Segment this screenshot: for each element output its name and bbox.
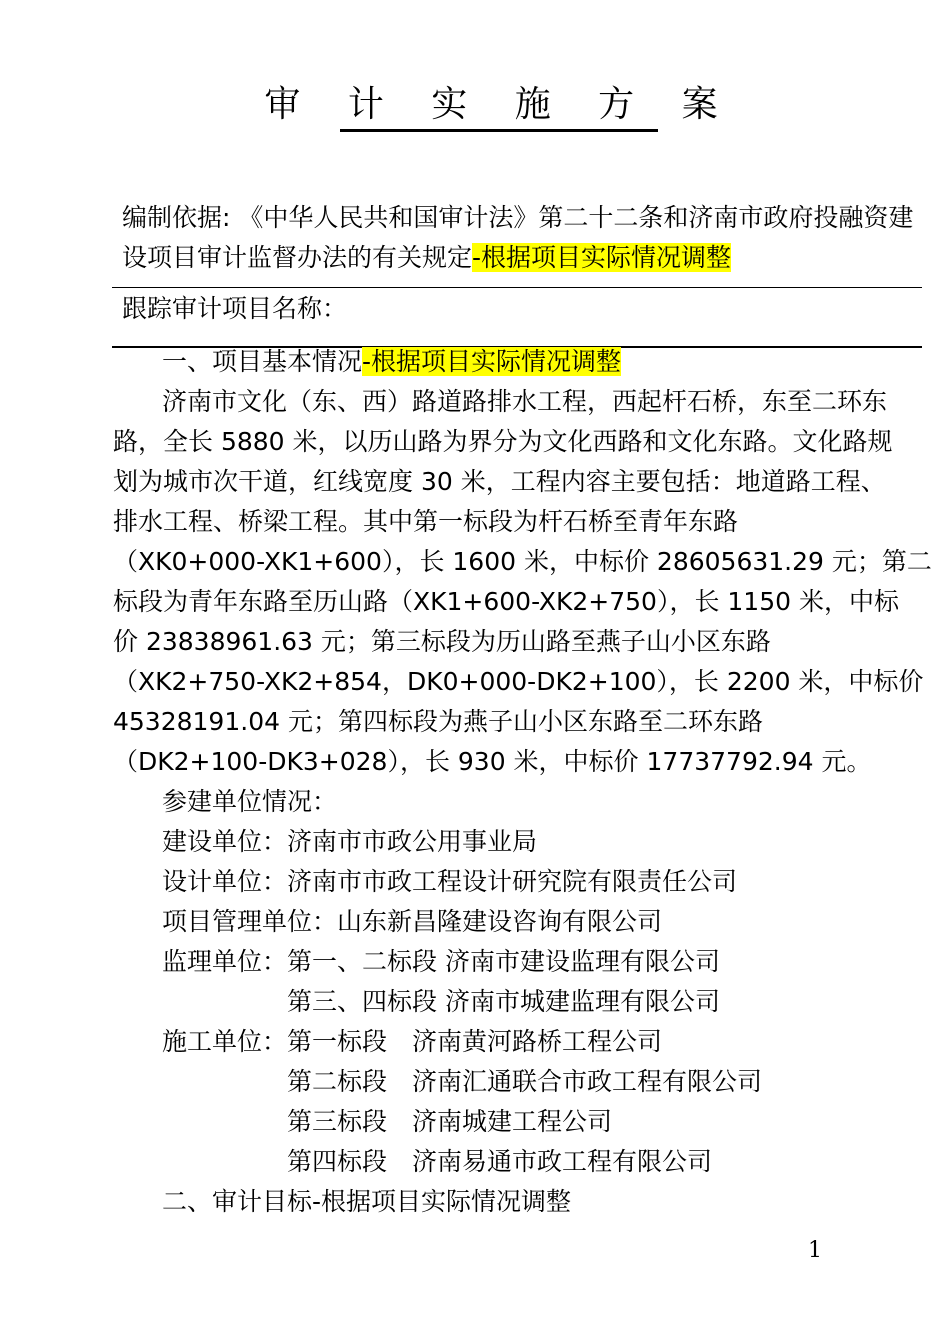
section-1-heading-text: 一、项目基本情况 [162,347,363,376]
design-unit: 设计单位：济南市市政工程设计研究院有限责任公司 [162,867,738,896]
title-underline [340,129,658,132]
paragraph-line: 标段为青年东路至历山路（XK1+600-XK2+750），长 1150 米，中标 [113,587,899,616]
contractor-company: 济南城建工程公司 [412,1107,613,1136]
paragraph-line: 路，全长 5880 米，以历山路为界分为文化西路和文化东路。文化路规 [113,427,893,456]
paragraph-line: （XK0+000-XK1+600），长 1600 米，中标价 28605631.29 元；第二 [113,547,932,576]
basis-line-2 [122,238,731,278]
contractor-section: 第二标段 [287,1067,388,1096]
paragraph-line: 济南市文化（东、西）路道路排水工程，西起杆石桥，东至二环东 [162,387,888,416]
management-unit: 项目管理单位：山东新昌隆建设咨询有限公司 [162,907,663,936]
construction-unit: 建设单位：济南市市政公用事业局 [162,827,538,856]
participants-label: 参建单位情况： [162,787,338,816]
divider-top [112,287,922,288]
paragraph-line: 划为城市次干道，红线宽度 30 米，工程内容主要包括：地道路工程、 [113,467,886,496]
section-2-heading: 二、审计目标-根据项目实际情况调整 [162,1187,572,1216]
project-name-label: 跟踪审计项目名称： [122,294,348,323]
paragraph-line: 价 23838961.63 元；第三标段为历山路至燕子山小区东路 [113,627,771,656]
basis-highlight: -根据项目实际情况调整 [472,243,732,272]
paragraph-line: 排水工程、桥梁工程。其中第一标段为杆石桥至青年东路 [113,507,739,536]
supervision-row: 第三、四标段 济南市城建监理有限公司 [287,987,720,1016]
contractor-company: 济南汇通联合市政工程有限公司 [412,1067,763,1096]
contractor-section: 第一标段 [287,1027,388,1056]
contractors-label: 施工单位： [162,1027,288,1056]
supervision-row: 第一、二标段 济南市建设监理有限公司 [287,947,720,976]
page-number: 1 [808,1238,822,1263]
paragraph-line: （XK2+750-XK2+854，DK0+000-DK2+100），长 2200 米，中标价 [113,667,924,696]
section-1-heading [162,342,621,382]
document-title: 审 计 实 施 方 案 [264,84,736,125]
basis-line-1: 编制依据: 《中华人民共和国审计法》第二十二条和济南市政府投融资建 [122,203,914,232]
paragraph-line: 45328191.04 元；第四标段为燕子山小区东路至二环东路 [113,707,763,736]
contractor-company: 济南易通市政工程有限公司 [412,1147,713,1176]
contractor-section: 第四标段 [287,1147,388,1176]
supervision-label: 监理单位： [162,947,288,976]
contractor-section: 第三标段 [287,1107,388,1136]
paragraph-line: （DK2+100-DK3+028），长 930 米，中标价 17737792.94 元。 [113,747,872,776]
basis-text: 设项目审计监督办法的有关规定 [122,243,473,272]
section-1-heading-highlight: -根据项目实际情况调整 [362,347,622,376]
contractor-company: 济南黄河路桥工程公司 [412,1027,663,1056]
